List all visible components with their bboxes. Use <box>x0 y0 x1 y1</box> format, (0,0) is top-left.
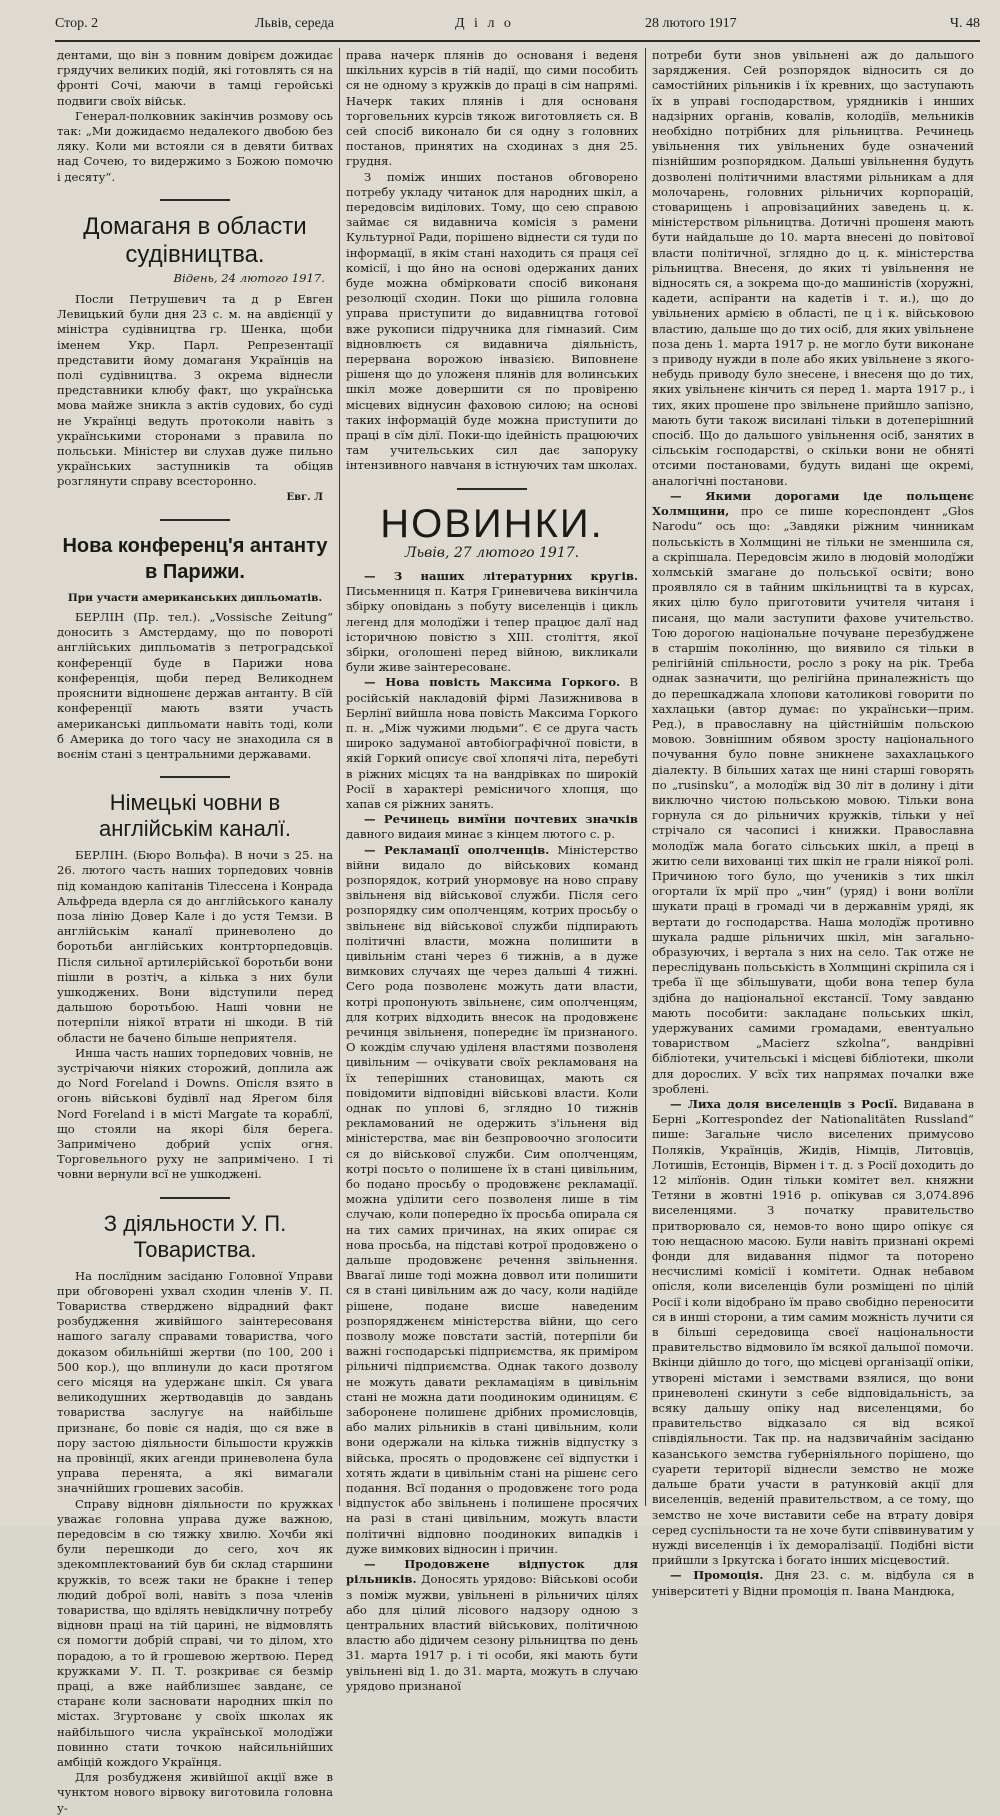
news-item-heading: — Нова повість Максима Горкого. <box>364 675 621 690</box>
paragraph: БЕРЛІН. (Бюро Вольфа). В ночи з 25. на 26. лютого часть наших торпедових човнів під командою капітанів Тілессена і Конрада Альфреда вдерла ся до англійського каналу поза лінію Довер Кале і до устя Темзи. В англійськім каналї приневолено до боротьби англійських контрторпедовців. Після сильної артилєрійської боротьби вони пішли в розтіч, а кілька з них були ушкоджених. Вони відступили перед дальшою боротьбою. Наші човни не потерпіли ніякої втрати ні шкоди. В тій области не бачено більше неприятеля. <box>57 848 333 1045</box>
column-3 <box>652 48 975 1598</box>
article-title: Німецькі човни в англійськім каналї. <box>99 790 291 842</box>
column-rule <box>339 48 340 1506</box>
section-divider <box>160 1197 230 1199</box>
section-divider <box>160 199 230 201</box>
news-item-text: Видавана в Берні „Korrespondez der Nationalitäten Russland“ пише: Загальне число виселених примусово Поляків, Українців, Жидів, Німців, Литовців, Лотишів, Естонців, Вірмен і т. д. з Росії доходить до 12 мілїонів. Один тільки комітет вел. княжни Тетяни в жовтні 1916 р. опікував ся 3,074.896 виселенцями. З початку правительство притворювало ся, немов-то воно щиро опікує ся тою нещасною масою. Були навіть признані окремі фонди для видавання підмог та поторено несчислимі комісії і комітети. Однак небавом опісля, коли виселенців були розміщені по цілій Росії і коли відобрано їм право свобідно переносити ся в инші сторони, а тим самим можність лучити ся в більші середовища своєї національности правительство відмовило їм всякої дальшої помочи. Вкінци дійшло до того, що місцеві організації опіки, утворені містами і земствами взялися, що вони приневолені скинути з себе відповідальність, за всяку дальшу опіку над виселенцями, бо правительство відказало ся від всякої співдіяльности. Так пр. на надзвичайнім засіданю казанського земства губерніяльного порішено, що суарети території віднесли земство не може дальше брати участи в ратунковій акції для виселенців, веденій правительством, а се тому, що земство не хоче виставити себе на втрату довіря серед суспільности та не хоче бути співвинуватим у нужді виселенців і їх деморалізації. Подібні вісти прийшли з Іркутска і богато інших місцевостий. <box>652 1097 974 1568</box>
paragraph: Инша часть наших торпедових човнів, не зустрічаючи ніяких сторожий, доплила аж до Nord Foreland і Downs. Опісля взято в огонь військові будівлї над Ярегом біля Nord Foreland і в місті Margate та кораблї, що стояли на якорі біля берега. Запримічено добрий успіх огня. Торговельного руху не запримічено. І ті човни вернули всї не ушкоджені. <box>57 1045 333 1182</box>
news-item-text: про се пише кореспондент „Głos Narodu“ ось що: „Завдяки ріжним чинникам польськість в Холмщині не тільки не зменшила ся, а скріпшала. Передовсім жило в людовій молодїжи холмській змагане до польської освіти; воно проявляло ся в тайним шкільництві та в курсах, яких цілю було приготовити учителя читаня і писаня, що мали заступити фахове учительство. Тою дорогою національне почуване перезбуджене в старшім поколінню, що виявило ся тільки в релігійній спільности, росло з року на рік. Треба однак зазначити, що релігійна приналежність що до перешкаджала хлопови католикові говорити по хахлацьки (автор думає: по українськи—прим. Ред.), в православну на ційстнійшім польскою мовою. Зовнішним обявом зросту національного почування було повне зникнене захахлацького діалекту. В більших хатах ще нині старші говорять по „rusinsku“, а молодїж від 30 літ в долину і діти виключно чистою польською мовою. Тільки вона горнула ся до рільничих кружків, тільки у неї стрічало ся часописі і книжки. Православна молодїж мала богато сільських шкіл, а преці в житю сели вихованці тих шкіл не грали ніякої ролі. Причиною того було, що учеників з тих шкіл огортали їх мрії про „чин“ (уряд) і вони волїли шукати праці в громаді чи в державнім уряді, як вертати до господарства. Наша молодїж противно шукала радше рільничих шкіл, мін загально-образуючих, і вертала з них на село. Так отже не переслідувань польськість в Холмщині скріпила ся і треба її ще збільшувати, щоби вона тепер була здібна до національної екстансії. Тому завданю мають пособити: закладанє польських шкіл, удержуваних самими громадами, евентуально товариством „Macierz szkolna“, вандрівні бібліотеки, учительські і місцеві бібліотеки, школи для дорослих. У всїх тих напрямах почалки вже зроблені. <box>652 504 974 1096</box>
article-title: Нова конференц'я антанту в Парижи. <box>62 534 328 583</box>
paragraph: Генерал-полковник закінчив розмову ось так: „Ми дожидаємо недалекого двобою без ляку. Коли ми встояли ся в девяти битвах над Сочею, то видержимо з Божою помочю і десяту“. <box>57 108 333 184</box>
dateline: Відень, 24 лютого 1917. <box>173 270 325 285</box>
news-item-text: Письменниця п. Катря Гриневичева викінчила збірку оповідань з побуту виселенців і цикль легенд для молодїжи і тепер працює далї над історичною повістю з XIII. століття, якої збірки, оголошені перед війною, викликали були живе заінтересованє. <box>346 584 638 675</box>
paragraph: БЕРЛІН (Пр. тел.). „Vossische Zeitung“ доносить з Амстердаму, що по повороті англійських дипльоматів з петроградської конференції буде в Парижи нова конференція, щоби перед Великоднем прояснити відношенє держав антанту. В сїй конференції мають взяти участь американські дипльомати навіть тоді, коли б Америка до того часу не знаходила ся в воєнім стані з центральними державами. <box>57 610 333 761</box>
news-item <box>346 675 638 812</box>
section-divider <box>160 519 230 521</box>
dateline: Львів, 27 лютого 1917. <box>404 544 580 561</box>
news-item <box>652 1568 974 1598</box>
news-item-text: Дня 23. с. м. відбула ся в університеті у Відни промоція п. Івана Мандюка, <box>652 1568 975 1598</box>
section-divider <box>457 488 527 490</box>
news-item-text: Доносять урядово: Військові особи з поміж мужви, увільнені в рільничих цілях або для цілий лісового надзору одною з центральних властий військових, політичною властю або дідичем сезону рільництва по день 31. марта 1917 р. і ті особи, які мають бути увільнені від 1. до 31. марта, можуть в случаю урядово признаної <box>346 1572 638 1693</box>
news-item <box>346 1557 638 1694</box>
place-day: Львів, середа <box>255 16 334 31</box>
paragraph: З поміж инших постанов обговорено потребу укладу читанок для народних шкіл, а передовсім виділових. Тому, що сею справою займає ся видавнича комісія з рамени Культурної Ради, порішено віднести ся туди по інформації, в якім стані находить ся праця сеї комісії, і що йно на основі одержаних даних буде можна обмірковати спосіб виконаня резолюції сходин. Поки що рішила головна управа приступити до видавництва готової вже рукописи підручника для гімназий. Сим відновлюєть ся видавнича діяльність, перервана ворожою інвазією. Виповнене рішеня що до уложеня плянів для волинських шкіл може довершити ся по провіреню місцевих віднусин фаховою силою; на основі таких інформацій буде можна приступити до праці в сїм ділї. Поки-що ідейність працюючих там учительських сил дає запоруку інтензивного навчаня в істнуючих там школах. <box>346 169 638 473</box>
paragraph: Справу відновн діяльности по кружках уважає головна управа дуже важною, передовсім в сю тяжку хвилю. Хочби які були перешкоди до сего, хоч як здекомплектований був би склад старшини кружків, то всеж таки не бракне і тепер людий доброї волі, навіть з поза членів товариства, що вділять невідкличну потребу відновн праці на тій царині, не відмовлять ся помогти добрій справі, чи то ділом, хто порадою, а то й грошевою жертвою. Перед кружками У. П. Т. розкриває ся безмір праці, а вже найблизшеє завданє, се старанє коли засновати народних шкіл по містах. Згуртованє у своїх школах як найбільшого числа української молодїжи повинно стати точкою найсильнійших амбіцій кождого Українця. <box>57 1496 333 1770</box>
column-1 <box>57 48 333 1815</box>
paragraph: Для розбудженя живійшої акції вже в чунктом нового вірвоку виготовила головна у- <box>57 1770 333 1815</box>
news-item <box>346 812 638 842</box>
column-rule <box>645 48 646 1506</box>
masthead-name: Д і л о <box>455 16 514 31</box>
page-header <box>55 14 980 42</box>
section-divider <box>160 776 230 778</box>
issue-date: 28 лютого 1917 <box>645 16 737 31</box>
news-item-heading: — Рекламації ополченців. <box>364 842 550 857</box>
news-item-heading: — Речинець вимїни почтевих значків <box>364 812 638 827</box>
paragraph: дентами, що він з повним довірєм дожидає грядучих великих подій, які готовлять ся на фронті Сочі, маючи в тамці геройські подвиги своїх військ. <box>57 48 333 108</box>
article-subtitle: При участи американських дипльоматів. <box>67 591 323 604</box>
article-title: Домаганя в области судівництва. <box>83 212 307 268</box>
section-heading-news: НОВИНКИ. <box>380 501 604 546</box>
news-item <box>346 569 638 675</box>
news-item <box>652 1097 974 1568</box>
news-item <box>652 489 974 1097</box>
article-title: З діяльности У. П. Товариства. <box>103 1210 287 1262</box>
issue-number: Ч. 48 <box>949 16 980 31</box>
paragraph: На послїдним засіданю Головної Управи при обговорені ухвал сходин членів У. П. Товариства стверджено відрадний факт розбудження живійшого заінтересованя нашого загалу справами товариства, чого доказом обильнійші жертви (по 100, 200 і 500 кор.), що вплинули до каси протягом сего місяця на удержанє шкіл. Ся увага великодушних жертводавців до завдань товариства заслугує на найбільше признанє, бо повіє ся надія, що ся вже в пору застою діяльности більшости кружків на провінції, яких агенди приневолена була управа перенята, а які вимагали значнійших грошевих засобів. <box>57 1268 333 1496</box>
column-2 <box>346 48 639 1693</box>
news-item-heading: — Якими дорогами іде польщенє Холмщини, <box>652 488 974 519</box>
news-item-text: Міністерство війни видало до військових команд розпорядок, котрий унормовує на ново справу звільненя від військової служби. Після сего розпорядку сим ополченцям, котрих просьбу о звільненє від військової служби підпирають політичні власти, можна полишити в цивільнім стані через 6 тижнів, а в дуже вимкових случаях ще через дальші 4 тижні. Сего рода позволенє можуть дати власти, котрі пропонують звільненє, сим ополченцям, для котрих відходить внесок на продовженє речинця звільненя, попереднє їм признаного. О кождім случаю уділеня властями позволеня цивільним — очікувати своїх рекламованя на їх теперішних становищах, мають ся повідомити відповідні військові власти. Коли однак по уплові 6, зглядно 10 тижнів рекламований не одержить з'ільненя від міністерства, має він безпровоочно зголосити ся до військової служби. Сим ополченцям, котрі посьто о полишене їх в стані цивільним, бо подано просьбу о продовженє рекламації. можна уділити сего позволеня лише в тім случаю, коли попередно їх просьба опирала ся на тих самих причинах, на яких опирає ся нова просьба, на підставі котрої продовжено о дальше продовженє речення звільнення. Ввагаї лише тоді можна доввол ити полишити ся в стані цивільним аж до часу, коли надійде рішене, подане висше наведеним розпорядженєм міністерства війни, що сего позволу може повстати застій, потерпіли би важні господарські підприємства, як приміром рільничі підприємства. Однак такого дозволу не можуть давати рекламаціям в цивільнім стані не можна дати поодиноким одиницям. Є заборонене полишенє дрібних промисловців, або малих рільників в стані цивільним, коли вони одержали на кілька тижнів відпустку з війська, просять о продовженє сеї відпустки і хотять ждати в цивільнім стані на рішенє сего подання. Всї подання о продовженє того рода відпусток або звільнень і полишене просячих на разі в стані цивільним, можуть власти політичні відповно поодиноких випадків і дуже вимкових відносин і причин. <box>346 842 639 1556</box>
news-item-text: В російській накладовій фірмі Лазижнивова в Берлінї вийшла нова повість Максима Горкого п. н. „Між чужими людьми“. Є се друга часть широко задуманої автобіографічної повісти, в якій Горкий описує свої хлопячі літа, перебуті в ріжних місцях та на вандрівках по широкій Росії в характері ремісничого хлопця, що хапав ся ріжних занять. <box>346 675 638 811</box>
page-number: Стор. 2 <box>55 16 99 31</box>
news-item-heading: — Продовжене відпусток для рільників. <box>346 1557 638 1587</box>
paragraph: права начерк плянів до основаня і веденя шкільних курсів в тій надії, що сими пособить ся не одному з кружків до праці в сім напрямі. Начерк таких плянів і для основаня торговельних курсів тякож виготовляєть ся. В сей спосіб виконало би ся одну з головних постанов, принятих на сходинах з дня 25. грудня. <box>346 48 638 169</box>
paragraph: потреби бути знов увільнені аж до дальшого заряджения. Сей розпорядок відносить ся до самостійних рільників і їх кревних, що заступають їх в управі господарством, урядників і инших надзірних органів, ковалів, колодіїв, мельників необхідно потрібних для рільництва. Речинець увільнення тих увільнених буде означений пізнійшим розпорядком. Дальші увільнення будуть дозволені політичними властями рільникам а для молочарень, головних рільничих корпорацій, стоварищень і апровізацийних заведень ц. к. міністерством рільництва. Дотичні прошеня мають бути найдальше до 10. марта внесені до повітової власти політичної, зглядно до ц. к. міністерства рільництва. Внесеня, до яких ті увільнення не відносять ся, а зокрема що-до машиністів (хоружні, кадети, аспіранти на кадетів і т. и.), що до увільнених армією в області, пе ц і к. військовою властию, дальше що до тих осіб, для яких увільнене поза день 1. марта 1917 р. не могло бути виконане з приводу нужди в поле або яких увільнене з якого-небудь приводу було знесене, і внесеня що до тих, яких увільненє кінчить ся перед 1. марта 1917 р., і тих, яких прошене про звільнене прийшло запізно, мають бути також висилані тільки в дотеперішний спосіб. Що до дальшого увільнення осіб, занятих в сільськім господарстві, о скільки вони не обняті отсими постановами, будуть видані ще окремі, аналогічні постанови. <box>652 48 974 488</box>
news-item-text: давного видаия минає з кінцем лютого с. р. <box>346 827 615 842</box>
news-item-heading: — З наших літературних кругів. <box>364 568 638 583</box>
author-signature: Евг. Л <box>286 491 323 503</box>
news-item-heading: — Лиха доля виселенців з Росії. <box>670 1097 898 1112</box>
news-item <box>346 843 638 1558</box>
paragraph: Посли Петрушевич та д р Евген Левицький були дня 23 с. м. на авдієнції у міністра судівництва гр. Шенка, щоби іменем Укр. Парл. Репрезентації представити йому домаганя Українців на полі судівництва. З окрема віднесли представники клюбу факт, що українська мова майже зникла з актів судових, бо суді не Українці ведуть протоколи навіть з українськими сторонами з правила по польськи. Міністер ви слухав дуже пильно українських заступників та обіцяв розглянути справу всесторонно. <box>57 292 333 489</box>
news-item-heading: — Промоція. <box>670 1568 764 1583</box>
